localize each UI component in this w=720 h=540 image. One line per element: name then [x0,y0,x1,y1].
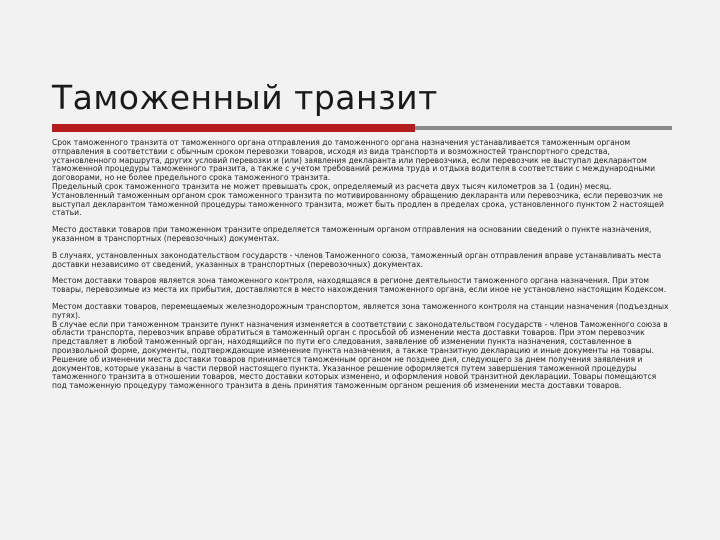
paragraph-delivery-place: Место доставки товаров при таможенном транзите определяется таможенным органом отправления на основании сведений о пункте назначения, указанном в транспортных (перевозочных) документах. [52,225,652,243]
paragraph-destination-change: В случае если при таможенном транзите пункт назначения изменяется в соответствии с законодательством государств - членов Таможенного союза в области транспорта, перевозчик вправе обратиться в таможенный орган с просьбой об изменении места доставки товаров. При этом перевозчик представляет в любой таможенный орган, находящийся по пути его следования, заявление об изменении пункта назначения, составленное в произвольной форме, документы, подтверждающие изменение пункта назначения, а также транзитную декларацию и иные документы на товары. [52,319,668,355]
paragraph-member-states: В случаях, установленных законодательством государств - членов Таможенного союза, таможенный орган отправления вправе устанавливать места доставки независимо от сведений, указанных в транспортных (перевозочных) документах. [52,250,662,269]
paragraph-change-decision: Решение об изменении места доставки товаров принимается таможенным органом не позднее дня, следующего за днем получения заявления и документов, которые указаны в части первой настоящего пункта. Указанное решение оформляется путем завершения таможенной процедуры таможенного транзита в отношении товаров, место доставки которых изменено, и оформления новой транзитной декларации. Товары помещаются под таможенную процедуру таможенного транзита в день принятия таможенным органом решения об изменении места доставки товаров. [52,354,657,391]
title-divider-rule [415,126,672,130]
paragraph-control-zone: Местом доставки товаров является зона таможенного контроля, находящаяся в регионе деятельности таможенного органа назначения. При этом товары, перевозимые из места их прибытия, доставляются в место нахождения таможенного органа, если иное не установлено настоящим Кодексом. [52,276,667,295]
slide-title: Таможенный транзит [52,78,438,117]
paragraph-railway: Местом доставки товаров, перемещаемых железнодорожным транспортом, является зона таможенного контроля на станции назначения (подъездных путях). [52,301,669,320]
slide-body [52,139,672,391]
paragraph-term-extension: Установленный таможенным органом срок таможенного транзита по мотивированному обращению декларанта или перевозчика, если перевозчик не выступал декларантом таможенной процедуры таможенного транзита, может быть продлен в пределах срока, установленного пунктом 2 настоящей статьи. [52,190,664,218]
paragraph-transit-term: Срок таможенного транзита от таможенного органа отправления до таможенного органа назначения устанавливается таможенным органом отправления в соответствии с обычным сроком перевозки товаров, исходя из вида транспорта и возможностей транспортного средства, установленного маршрута, других условий перевозки и (или) заявления декларанта или перевозчика, если перевозчик не выступал декларантом таможенной процедуры таможенного транзита, а также с учетом требований режима труда и отдыха водителя в соответствии с международными договорами, но не более предельного срока таможенного транзита. [52,138,656,183]
title-accent-rule [52,124,415,132]
paragraph-max-term: Предельный срок таможенного транзита не может превышать срок, определяемый из расчета двух тысяч километров за 1 (один) месяц. [52,181,612,191]
